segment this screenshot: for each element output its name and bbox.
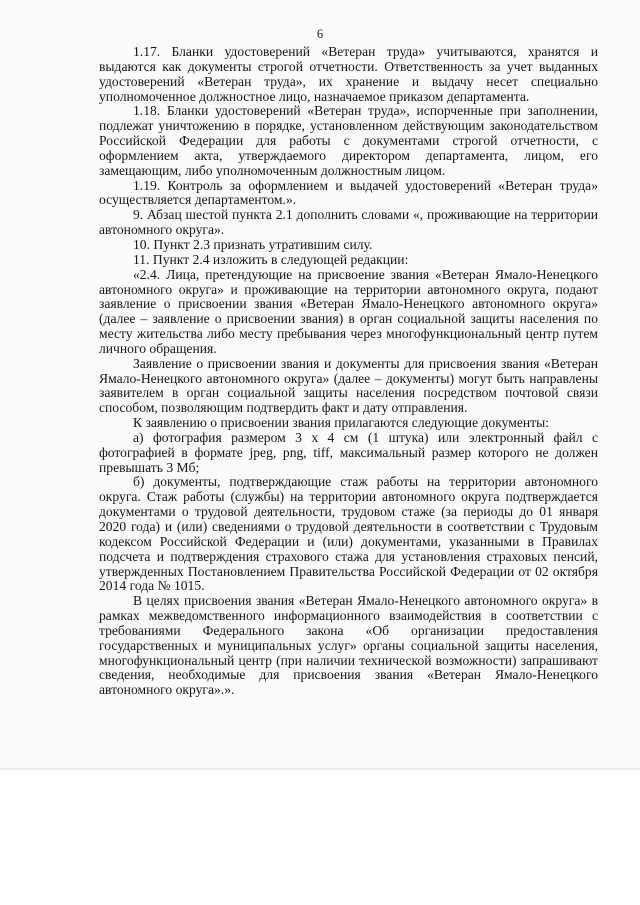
paragraph-item-10: 10. Пункт 2.3 признать утратившим силу. <box>133 236 373 252</box>
paragraph-interagency-requests: В целях присвоения звания «Ветеран Ямало-Ненецкого автономного округа» в рамках межведомственного информационного взаимодействия в соответствии с требованиями Федерального закона «Об организации предоставления государственных и муниципальных услуг» органы социальной защиты населения, многофункциональный центр (при наличии технической возможности) запрашивают сведения, необходимые для присвоения звания «Ветеран Ямало-Ненецкого автономного округа».». <box>99 593 598 698</box>
paragraph-item-a-photo: а) фотография размером 3 х 4 см (1 штука) или электронный файл с фотографией в формате jpeg, png, tiff, максимальный размер которого не должен превышать 3 Мб; <box>99 429 598 475</box>
scan-edge-divider <box>0 768 640 771</box>
paragraph-2-4: «2.4. Лица, претендующие на присвоение звания «Ветеран Ямало-Ненецкого автономного округа» и проживающие на территории автономного округа, подают заявление о присвоении звания «Ветеран Ямало-Ненецкого автономного округа» (далее – заявление о присвоении звания) в орган социальной защиты населения по месту жительства либо месту пребывания через многофункциональный центр путем личного обращения. <box>99 266 598 356</box>
page-number: 6 <box>316 27 324 41</box>
paragraph-1-18: 1.18. Бланки удостоверений «Ветеран труда», испорченные при заполнении, подлежат уничтожению в порядке, установленном действующим законодательством Российской Федерации для работы с документами строгой отчетности, с оформлением акта, утверждаемого директором департамента, лицом, его замещающим, либо уполномоченным должностным лицом. <box>99 103 598 178</box>
paragraph-item-b-work-experience: б) документы, подтверждающие стаж работы на территории автономного округа. Стаж работы (службы) на территории автономного округа подтверждается документами о трудовой деятельности, трудовом стаже (за периоды до 01 января 2020 года) и (или) сведениями о трудовой деятельности в соответствии с Трудовым кодексом Российской Федерации и (или) документами, указанными в Правилах подсчета и подтверждения страхового стажа для установления страховых пенсий, утвержденных Постановлением Правительства Российской Федерации от 02 октября 2014 года № 1015. <box>99 474 598 594</box>
paragraph-item-11: 11. Пункт 2.4 изложить в следующей редакции: <box>133 251 409 267</box>
paragraph-documents-intro: К заявлению о присвоении звания прилагаются следующие документы: <box>133 415 550 431</box>
paragraph-item-9: 9. Абзац шестой пункта 2.1 дополнить словами «, проживающие на территории автономного округа». <box>99 207 598 238</box>
paragraph-1-19: 1.19. Контроль за оформлением и выдачей удостоверений «Ветеран труда» осуществляется департаментом.». <box>99 177 598 208</box>
document-body <box>99 45 598 698</box>
paragraph-application-by-mail: Заявление о присвоении звания и документы для присвоения звания «Ветеран Ямало-Ненецкого автономного округа» (далее – документы) могут быть направлены заявителем в орган социальной защиты населения посредством почтовой связи способом, позволяющим подтвердить факт и дату отправления. <box>99 355 598 416</box>
paragraph-1-17: 1.17. Бланки удостоверений «Ветеран труда» учитываются, хранятся и выдаются как документы строгой отчетности. Ответственность за учет выданных удостоверений «Ветеран труда», их хранение и выдачу несет специально уполномоченное должностное лицо, назначаемое приказом департамента. <box>99 44 598 104</box>
